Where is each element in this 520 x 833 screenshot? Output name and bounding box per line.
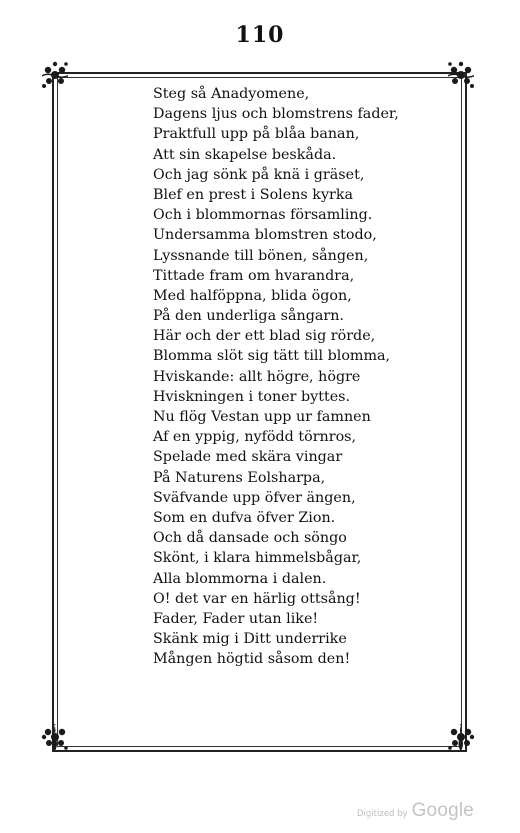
poem-line: Steg så Anadyomene,: [153, 86, 310, 102]
poem-line: Spelade med skära vingar: [153, 449, 343, 466]
page-number: 110: [235, 22, 285, 48]
digitized-label: Digitized by: [357, 809, 408, 819]
poem-line: Med halföppna, blida ögon,: [153, 287, 352, 304]
poem-line: På Naturens Eolsharpa,: [153, 469, 326, 486]
poem-line: O! det var en härlig ottsång!: [153, 590, 361, 607]
poem-line: Fader, Fader utan like!: [153, 610, 319, 627]
poem-line: Skänk mig i Ditt underrike: [153, 631, 347, 648]
poem-line: På den underliga sångarn.: [153, 308, 344, 325]
poem-line: Skönt, i klara himmelsbågar,: [153, 550, 362, 567]
poem-line: Alla blommorna i dalen.: [153, 570, 327, 587]
poem-line: Sväfvande upp öfver ängen,: [153, 489, 356, 506]
poem-line: Af en yppig, nyfödd törnros,: [153, 429, 357, 446]
poem-line: Mången högtid såsom den!: [153, 651, 351, 668]
poem-line: Lyssnande till bönen, sången,: [153, 247, 369, 264]
floral-corner-icon: [40, 60, 70, 90]
digitized-watermark: [357, 800, 474, 822]
poem-line: Blomma slöt sig tätt till blomma,: [153, 348, 391, 365]
floral-corner-icon: [40, 722, 70, 752]
poem-line: Undersamma blomstren stodo,: [153, 227, 377, 244]
floral-corner-icon: [446, 722, 476, 752]
poem-line: Och jag sönk på knä i gräset,: [153, 166, 365, 183]
poem-line: Tittade fram om hvarandra,: [153, 267, 355, 284]
poem-line: Att sin skapelse beskåda.: [153, 146, 337, 163]
poem-line: Hviskande: allt högre, högre: [153, 368, 361, 385]
poem-line: Och då dansade och söngo: [153, 530, 347, 547]
poem-line: Nu flög Vestan upp ur famnen: [153, 409, 371, 425]
poem-line: Hviskningen i toner byttes.: [153, 388, 351, 405]
poem-line: Som en dufva öfver Zion.: [153, 509, 336, 526]
poem-text: [153, 84, 453, 669]
google-logo: Google: [411, 800, 475, 821]
poem-line: Praktfull upp på blåa banan,: [153, 126, 360, 143]
poem-line: Dagens ljus och blomstrens fader,: [153, 106, 399, 123]
poem-line: Här och der ett blad sig rörde,: [153, 328, 376, 345]
poem-line: Blef en prest i Solens kyrka: [153, 186, 354, 203]
poem-line: Och i blommornas församling.: [153, 207, 373, 224]
